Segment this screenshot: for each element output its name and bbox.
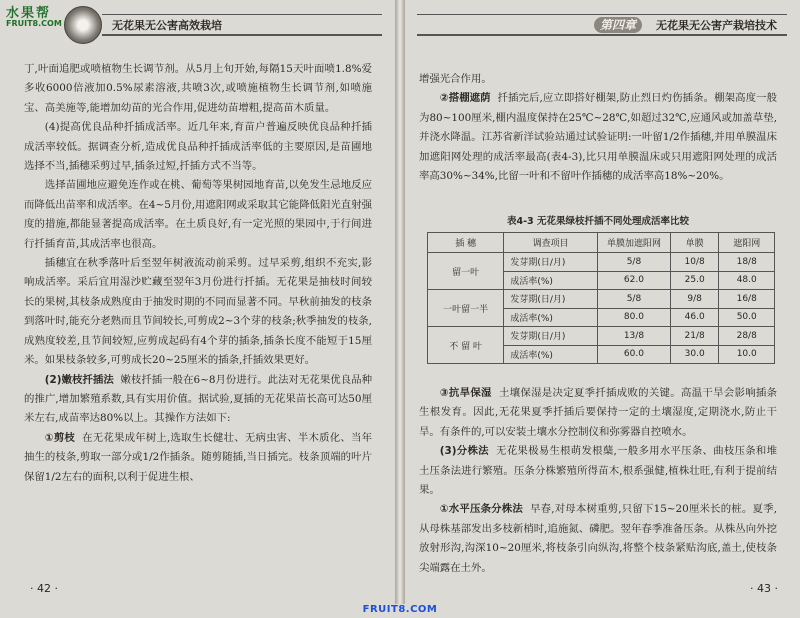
step-heading: ①剪枝: [44, 431, 76, 444]
right-body-text-top: [419, 70, 777, 186]
step-text: 早春,对母本树重剪,只留下15~20厘米长的桩。夏季,从母株基部发出多枝新梢时,追施氮、磷肥。翌年春季准备压条。从株丛向外挖放射形沟,沟深10~20厘米,将枝条引向纵沟,将整个枝条紧贴沟底,盖土,使枝条尖端露在土外。: [419, 503, 778, 574]
paragraph: [419, 442, 777, 500]
book-gutter: [395, 0, 405, 604]
step-text: 土壤保湿是决定夏季扦插成败的关键。高温干旱会影响插条生根发育。因此,无花果夏季扦插后要保持一定的土壤湿度,定期浇水,防止干旱。有条件的,可以安装土壤水分控制仪和弥雾器自控喷水。: [419, 387, 777, 438]
table-header-row: [428, 233, 775, 253]
table-cell: 发芽期(日/月): [504, 290, 598, 309]
step-heading: ②搭棚遮荫: [439, 92, 491, 105]
logo-cn: 水果帮: [6, 6, 52, 21]
header-cell: 遮阳网: [719, 233, 775, 253]
table-cell: 9/8: [670, 290, 719, 309]
right-running-head: [417, 14, 787, 36]
group-cell: 不 留 叶: [428, 327, 504, 364]
header-cell: 单膜加遮阳网: [598, 233, 671, 253]
table-cell: 发芽期(日/月): [504, 327, 598, 346]
section-text: 无花果极易生根萌发根蘖,一般多用水平压条、曲枝压条和堆土压条法进行繁殖。压条分株繁殖所得苗木,根系强健,植株壮旺,有利于提前结果。: [419, 445, 777, 497]
table-cell: 62.0: [598, 271, 671, 290]
table-cell: 80.0: [598, 308, 671, 327]
section-heading: (3)分株法: [439, 445, 489, 458]
table-cell: 50.0: [719, 308, 775, 327]
logo-en: FRUIT8.COM: [6, 19, 62, 28]
paragraph: [24, 429, 372, 487]
table-cell: 10/8: [670, 253, 719, 272]
book-emblem-icon: [64, 6, 102, 44]
table-cell: 30.0: [670, 345, 719, 364]
table-cell: 60.0: [598, 345, 671, 364]
right-body-text-bottom: [419, 384, 777, 578]
table-row: [428, 327, 775, 346]
right-page: [405, 0, 800, 604]
left-running-head: 无花果无公害高效栽培: [102, 14, 382, 36]
paragraph: [419, 500, 777, 578]
table-cell: 16/8: [719, 290, 775, 309]
left-page: [0, 0, 395, 604]
table-cell: 5/8: [598, 253, 671, 272]
table-row: [428, 290, 775, 309]
table-cell: 18/8: [719, 253, 775, 272]
right-page-number: · 43 ·: [750, 582, 778, 595]
paragraph: 选择苗圃地应避免连作或在桃、葡萄等果树园地育苗,以免发生忌地反应而降低出苗率和成活率。在4~5月份,用遮阳网或采取其它能降低阳光直射强度的措施,都能显著提高成活率。在土质良好,有一定光照的果园中,于行间进行扦插育苗,其成活率也很高。: [24, 179, 372, 250]
table-cell: 发芽期(日/月): [504, 253, 598, 272]
right-running-head-title: 无花果无公害产栽培技术: [656, 19, 777, 32]
left-body-text: [24, 60, 372, 487]
header-cell: 单膜: [670, 233, 719, 253]
step-heading: ③抗旱保湿: [439, 387, 492, 399]
site-url-link[interactable]: FRUIT8.COM: [362, 604, 438, 615]
paragraph: [24, 371, 372, 429]
group-cell: 留一叶: [428, 253, 504, 290]
table-cell: 10.0: [719, 345, 775, 364]
section-heading: (2)嫩枝扦插法: [44, 373, 114, 386]
paragraph: 增强光合作用。: [419, 73, 492, 85]
table-cell: 5/8: [598, 290, 671, 309]
paragraph: (4)提高优良品种扦插成活率。近几年来,育苗户普遍反映优良品种扦插成活率较低。据调查分析,造成优良品种扦插成活率低的主要原因,是苗圃地选择不当,插穗采剪过早,插条过短,扦插方式不当等。: [24, 121, 372, 173]
paragraph: [419, 89, 777, 186]
comparison-table: [427, 232, 775, 364]
paragraph: 丁,叶面追肥或喷植物生长调节剂。从5月上旬开始,每隔15天叶面喷1.8%爱多收6000倍液加0.5%尿素溶液,共喷3次,或喷施植物生长调节剂,如喷施宝、高美施等,能增加幼苗的光合作用,促进幼苗增粗,提高苗木质量。: [24, 63, 372, 114]
step-text: 在无花果成年树上,选取生长健壮、无病虫害、半木质化、当年抽生的枝条,剪取一部分或1/2作插条。随剪随插,当日插完。枝条顶端的叶片保留1/2左右的面积,以利于促进生根、: [24, 431, 372, 483]
site-logo: [6, 2, 66, 28]
table-cell: 成活率(%): [504, 271, 598, 290]
table-row: [428, 253, 775, 272]
table-title: 表4-3 无花果绿枝扦插不同处理成活率比较: [507, 216, 689, 227]
chapter-badge: 第四章: [594, 17, 642, 33]
step-heading: ①水平压条分株法: [439, 503, 523, 516]
table-cell: 成活率(%): [504, 345, 598, 364]
header-cell: 插 穗: [428, 233, 504, 253]
table-cell: 13/8: [598, 327, 671, 346]
section-text: 嫩枝扦插一般在6~8月份进行。此法对无花果优良品种的推广,增加繁殖系数,具有实用价值。据试验,夏插的无花果苗长高可达50厘米左右,成苗率达80%以上。其操作方法如下:: [24, 373, 372, 425]
step-text: 扦插完后,应立即搭好棚架,防止烈日灼伤插条。棚架高度一般为80~100厘米,棚内温度保持在25℃~28℃,如超过32℃,应通风或加盖草垫,并浇水降温。江苏省新洋试验站通过试验证明:一叶留1/2作插穗,并用单膜温床加遮阳网处理的成活率最高(表4-3),比只用单膜温床或只用遮阳网处理的成活率高30%~34%,比留一叶和不留叶作插穗的成活率高18%~20%。: [419, 92, 777, 183]
table-cell: 25.0: [670, 271, 719, 290]
left-page-number: · 42 ·: [30, 582, 58, 595]
table-cell: 21/8: [670, 327, 719, 346]
table-cell: 28/8: [719, 327, 775, 346]
table-cell: 46.0: [670, 308, 719, 327]
group-cell: 一叶留一半: [428, 290, 504, 327]
table-cell: 成活率(%): [504, 308, 598, 327]
paragraph: [419, 384, 777, 442]
table-cell: 48.0: [719, 271, 775, 290]
paragraph: 插穗宜在秋季落叶后至翌年树液流动前采剪。过早采剪,组织不充实,影响成活率。采后宜用湿沙贮藏至翌年3月份进行扦插。无花果是抽枝时间较长的果树,其枝条成熟度由于抽发时期的不同而显著不同。早秋前抽发的枝条到落叶时,能充分老熟而且节间较长,可剪成2~3个芽的枝条;秋季抽发的枝条,成熟度较差,且节间较短,应剪成起码有4个芽的插条,插条长度不能短于15厘米。如果枝条较多,可剪成长20~25厘米的插条,扦插效果更好。: [24, 257, 372, 367]
header-cell: 调查项目: [504, 233, 598, 253]
